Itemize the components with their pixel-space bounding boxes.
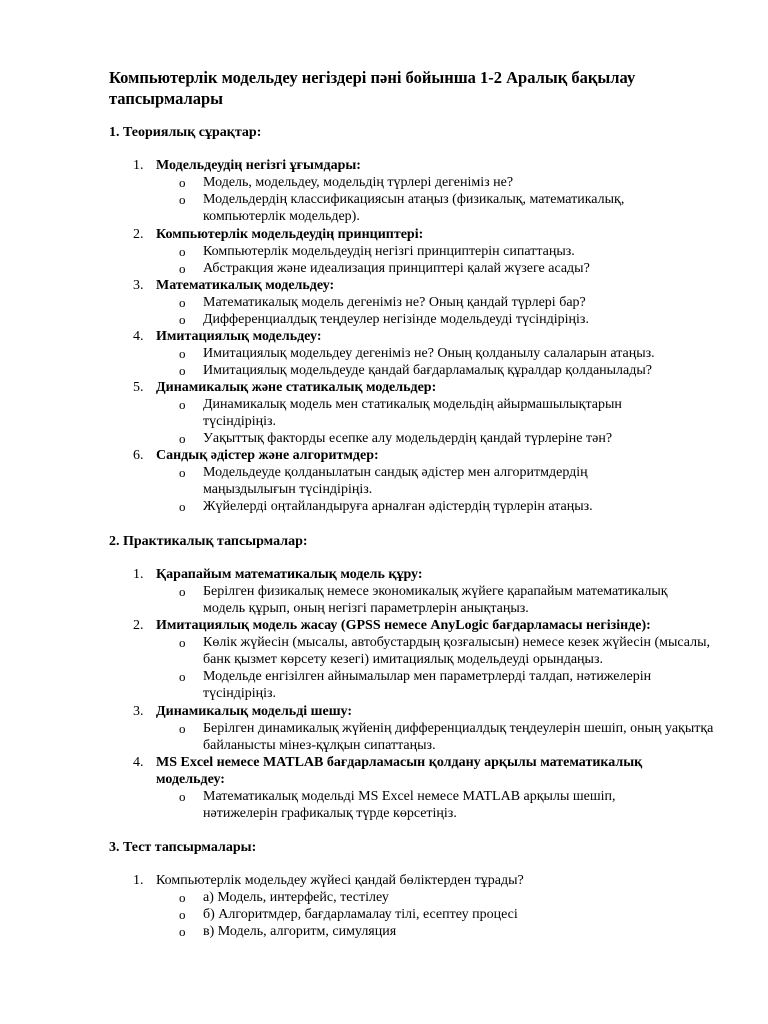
sub-item: Имитациялық модельдеу дегеніміз не? Оның қолданылу салаларын атаңыз. xyxy=(203,346,655,361)
bullet-icon: o xyxy=(179,924,186,939)
bullet-icon: o xyxy=(179,669,186,684)
test-option: б) Алгоритмдер, бағдарламалау тілі, есептеу процесі xyxy=(203,907,518,922)
item-number: 4. xyxy=(133,755,144,770)
section-heading-theory: 1. Теориялық сұрақтар: xyxy=(109,125,262,140)
item-title: Математикалық модельдеу: xyxy=(156,278,335,293)
item-number: 4. xyxy=(133,329,144,344)
item-title: Имитациялық модель жасау (GPSS немесе AnyLogic бағдарламасы негізінде): xyxy=(156,618,651,633)
item-title: Компьютерлік модельдеудің принциптері: xyxy=(156,227,424,242)
sub-item: Жүйелерді оңтайландыруға арналған әдістердің түрлерін атаңыз. xyxy=(203,499,593,514)
item-number: 3. xyxy=(133,704,144,719)
section-heading-practice: 2. Практикалық тапсырмалар: xyxy=(109,534,308,549)
bullet-icon: o xyxy=(179,721,186,736)
bullet-icon: o xyxy=(179,363,186,378)
sub-item: Динамикалық модель мен статикалық модельдің айырмашылықтарын түсіндіріңіз. xyxy=(203,397,622,429)
item-number: 3. xyxy=(133,278,144,293)
sub-item: Уақыттық факторды есепке алу модельдердің қандай түрлеріне тән? xyxy=(203,431,613,446)
sub-item: Модельде енгізілген айнымалылар мен параметрлерді талдап, нәтижелерін түсіндіріңіз. xyxy=(203,669,652,701)
item-title: Қарапайым математикалық модель құру: xyxy=(156,567,423,582)
sub-item: Модельдеуде қолданылатын сандық әдістер мен алгоритмдердің маңыздылығын түсіндіріңіз. xyxy=(203,465,588,497)
sub-item: Берілген физикалық немесе экономикалық жүйеге қарапайым математикалық модель құрып, оның негізгі параметрлерін анықтаңыз. xyxy=(203,584,668,616)
item-number: 6. xyxy=(133,448,144,463)
sub-item: Абстракция және идеализация принциптері қалай жүзеге асады? xyxy=(203,261,590,276)
bullet-icon: o xyxy=(179,635,186,650)
bullet-icon: o xyxy=(179,175,186,190)
bullet-icon: o xyxy=(179,431,186,446)
test-option: а) Модель, интерфейс, тестілеу xyxy=(203,890,389,905)
sub-item: Компьютерлік модельдеудің негізгі принциптерін сипаттаңыз. xyxy=(203,244,575,259)
test-question: Компьютерлік модельдеу жүйесі қандай бөліктерден тұрады? xyxy=(156,873,524,888)
bullet-icon: o xyxy=(179,584,186,599)
item-title: Имитациялық модельдеу: xyxy=(156,329,322,344)
bullet-icon: o xyxy=(179,192,186,207)
sub-item: Имитациялық модельдеуде қандай бағдарламалық құралдар қолданылады? xyxy=(203,363,652,378)
bullet-icon: o xyxy=(179,907,186,922)
sub-item: Дифференциалдық теңдеулер негізінде модельдеуді түсіндіріңіз. xyxy=(203,312,589,327)
bullet-icon: o xyxy=(179,295,186,310)
document-title: Компьютерлік модельдеу негіздері пәні бойынша 1-2 Аралық бақылау тапсырмалары xyxy=(109,68,636,108)
item-number: 2. xyxy=(133,227,144,242)
item-title: Модельдеудің негізгі ұғымдары: xyxy=(156,158,361,173)
item-title: Сандық әдістер және алгоритмдер: xyxy=(156,448,379,463)
sub-item: Модель, модельдеу, модельдің түрлері дегеніміз не? xyxy=(203,175,514,190)
bullet-icon: o xyxy=(179,789,186,804)
sub-item: Берілген динамикалық жүйенің дифференциалдық теңдеулерін шешіп, оның уақытқа байланысты мінез-құлқын сипаттаңыз. xyxy=(203,721,714,753)
sub-item: Көлік жүйесін (мысалы, автобустардың қозғалысын) немесе кезек жүйесін (мысалы, банк қызмет көрсету кезегі) имитациялық модельдеуді орындаңыз. xyxy=(203,635,710,667)
bullet-icon: o xyxy=(179,244,186,259)
item-title: MS Excel немесе MATLAB бағдарламасын қолдану арқылы математикалық модельдеу: xyxy=(156,755,643,787)
bullet-icon: o xyxy=(179,499,186,514)
bullet-icon: o xyxy=(179,261,186,276)
bullet-icon: o xyxy=(179,890,186,905)
item-number: 2. xyxy=(133,618,144,633)
item-number: 1. xyxy=(133,567,144,582)
item-title: Динамикалық модельді шешу: xyxy=(156,704,352,719)
sub-item: Математикалық модель дегеніміз не? Оның қандай түрлері бар? xyxy=(203,295,586,310)
item-number: 1. xyxy=(133,158,144,173)
item-number: 1. xyxy=(133,873,144,888)
item-number: 5. xyxy=(133,380,144,395)
section-heading-test: 3. Тест тапсырмалары: xyxy=(109,840,257,855)
item-title: Динамикалық және статикалық модельдер: xyxy=(156,380,437,395)
bullet-icon: o xyxy=(179,397,186,412)
sub-item: Модельдердің классификациясын атаңыз (физикалық, математикалық, компьютерлік модельдер). xyxy=(203,192,625,224)
test-option: в) Модель, алгоритм, симуляция xyxy=(203,924,397,939)
bullet-icon: o xyxy=(179,465,186,480)
bullet-icon: o xyxy=(179,346,186,361)
bullet-icon: o xyxy=(179,312,186,327)
sub-item: Математикалық модельді MS Excel немесе MATLAB арқылы шешіп, нәтижелерін графикалық түрде көрсетіңіз. xyxy=(203,789,616,821)
